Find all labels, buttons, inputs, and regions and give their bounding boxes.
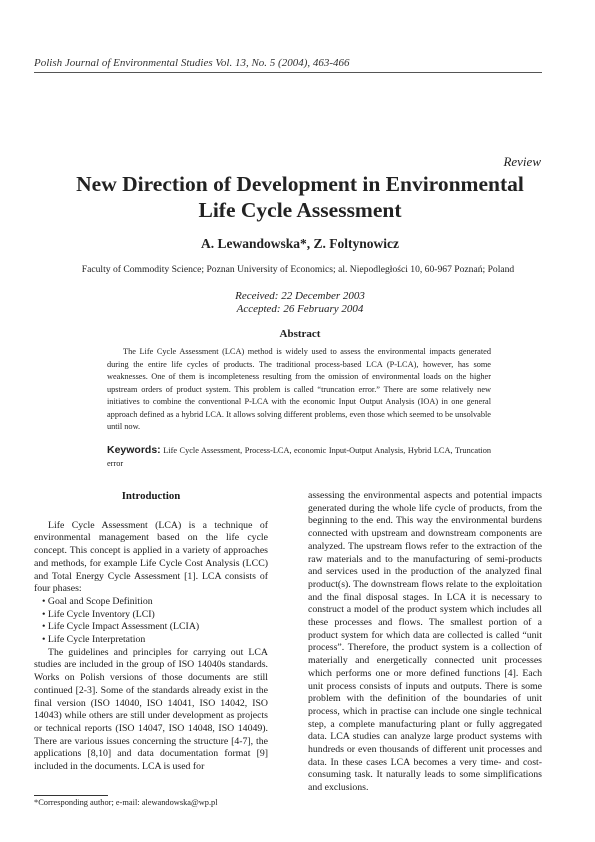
list-item: • Life Cycle Impact Assessment (LCIA) [42, 621, 268, 634]
abstract-heading: Abstract [279, 328, 321, 340]
accepted-date: Accepted: 26 February 2004 [236, 303, 364, 315]
abstract-text: The Life Cycle Assessment (LCA) method is widely used to assess the environmental impacts generated during the entire life cycles of products. The traditional process-based LCA (P-LCA), however, has some weaknesses. One of them is incompleteness resulting from the omission of environmental loads on the higher upstream orders of product system. This problem is called “truncation error.” There are some relatively new initiatives to combine the conventional P-LCA with the economic Input Output Analysis (IOA) in one general approach defined as a hybrid LCA. It allows solving different problems, even those which seemed to be unsolvable until now. [107, 347, 491, 431]
authors: A. Lewandowska*, Z. Foltynowicz [200, 236, 399, 251]
list-item: • Goal and Scope Definition [42, 596, 268, 609]
right-column [308, 490, 542, 795]
list-item: • Life Cycle Interpretation [42, 634, 268, 647]
keywords-label: Keywords: [107, 444, 161, 456]
footnote-rule [34, 795, 108, 796]
journal-citation: Polish Journal of Environmental Studies Vol. 13, No. 5 (2004), 463-466 [34, 57, 350, 69]
intro-paragraph-3: assessing the environmental aspects and potential impacts generated during the whole life cycle of products, from the beginning to the end. This way the environmental burdens connected with upstream and downstream components are analyzed. The upstream flows refer to the extraction of the raw materials and to the manufacturing of semi-products and services used in the production of the analyzed final product(s). The downstream flows relate to the exploitation and the final disposal stages. In LCA it is necessary to construct a model of the product system which includes all these processes and flows. The smallest portion of a product system for which data are collected is called “unit process”. Therefore, the product system is a collection of materially and energetically connected unit processes which performs one or more defined functions [4]. Each unit process consists of inputs and outputs. There is some problem with the definition of the boundaries of unit process, which in practise can include one single technical step, a complete manufacturing plant or fully aggregated data. LCA studies can analyze large product systems with hundreds or even thousands of different unit processes and data. In these cases LCA becomes a very time- and cost-consuming task. It naturally leads to some simplifications and exclusions. [308, 490, 542, 794]
introduction-heading: Introduction [121, 490, 181, 502]
keywords [107, 444, 491, 470]
dates [60, 290, 540, 316]
list-item: • Life Cycle Inventory (LCI) [42, 609, 268, 622]
corresponding-author-footnote: *Corresponding author; e-mail: alewandowska@wp.pl [34, 798, 218, 807]
received-date: Received: 22 December 2003 [235, 290, 365, 302]
affiliation: Faculty of Commodity Science; Poznan University of Economics; al. Niepodległości 10, 60-967 Poznań; Poland [81, 264, 515, 275]
article-title: New Direction of Development in Environmental Life Cycle Assessment [76, 172, 524, 222]
section-label: Review [503, 154, 541, 169]
intro-paragraph-1: Life Cycle Assessment (LCA) is a technique of environmental management based on the life cycle concept. This concept is applied in a variety of approaches and methods, for example Life Cycle Cost Analysis (LCC) and Total Energy Cycle Assessment [1]. LCA consists of four phases: [34, 519, 268, 595]
intro-paragraph-2: The guidelines and principles for carrying out LCA studies are included in the group of ISO 14040s standards. Works on Polish versions of those documents are still continued [2-3]. Some of the standards already exist in the final version (ISO 14040, ISO 14041, ISO 14042, ISO 14043) while others are still under development as projects or technical reports (ISO 14047, ISO 14048, ISO 14049). There are various issues concerning the structure [4-7], the applications [8,10] and data documentation format [9] included in the documents. LCA is used for [34, 646, 268, 773]
left-column [34, 490, 268, 774]
keywords-list: Life Cycle Assessment, Process-LCA, economic Input-Output Analysis, Hybrid LCA, Truncation error [107, 446, 492, 468]
lca-phases-list [34, 596, 268, 647]
header-rule [34, 72, 542, 73]
